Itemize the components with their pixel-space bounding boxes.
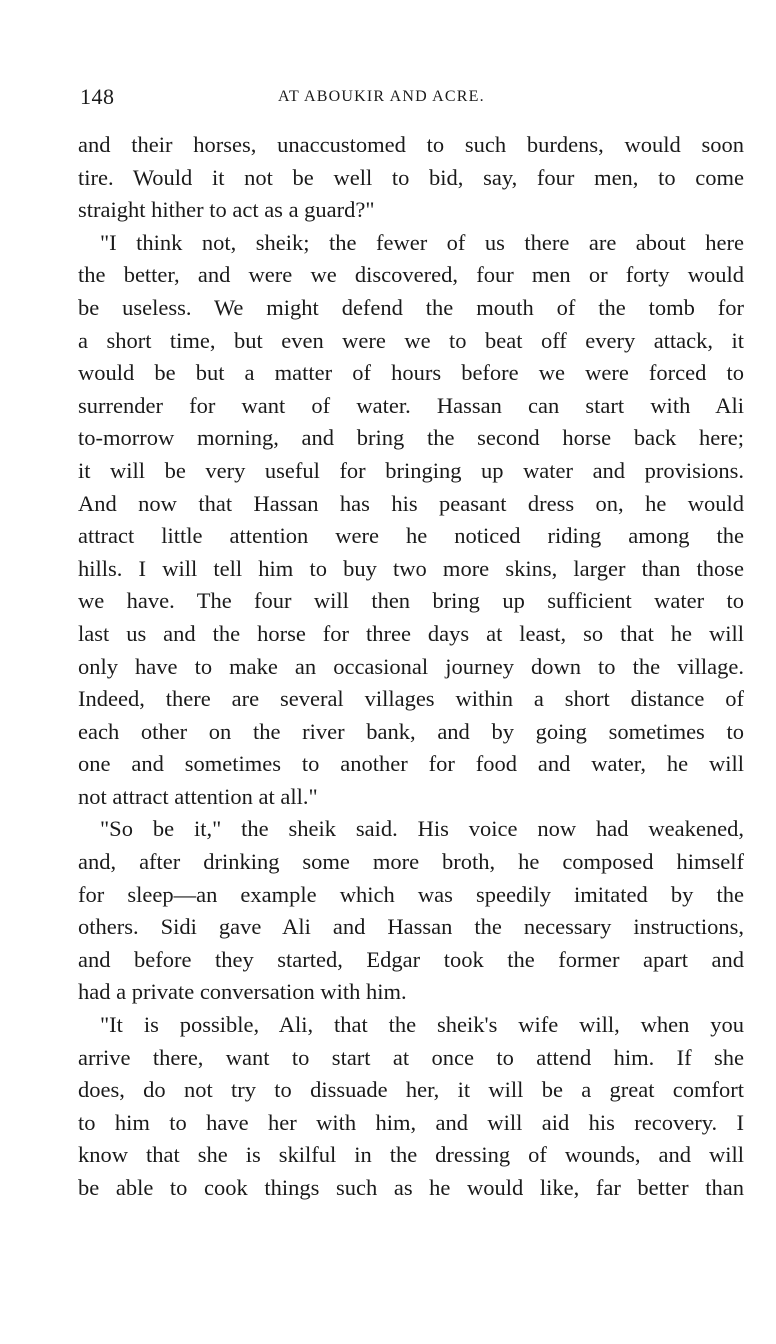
running-title: AT ABOUKIR AND ACRE. [278, 88, 485, 105]
text-line: tire. Would it not be well to bid, say, four men, to come [78, 164, 744, 190]
text-line: a short time, but even were we to beat off every attack, it [78, 327, 744, 353]
text-line: for sleep—an example which was speedily imitated by the [78, 881, 744, 907]
text-line: not attract attention at all." [78, 783, 318, 809]
text-line: to him to have her with him, and will aid his recovery. I [78, 1109, 744, 1135]
text-line: one and sometimes to another for food and water, he will [78, 751, 744, 777]
text-line: hills. I will tell him to buy two more skins, larger than those [78, 555, 744, 581]
text-line: surrender for want of water. Hassan can start with Ali [78, 392, 744, 418]
text-line: be useless. We might defend the mouth of the tomb for [78, 294, 744, 320]
text-line: "It is possible, Ali, that the sheik's wife will, when you [100, 1012, 744, 1038]
text-line: the better, and were we discovered, four men or forty would [78, 262, 744, 288]
text-line: would be but a matter of hours before we were forced to [78, 360, 744, 386]
text-line: we have. The four will then bring up sufficient water to [78, 588, 744, 614]
text-line: "So be it," the sheik said. His voice now had weakened, [100, 816, 744, 842]
text-line: arrive there, want to start at once to attend him. If she [78, 1044, 744, 1070]
text-line: straight hither to act as a guard?" [78, 197, 375, 223]
text-line: and, after drinking some more broth, he composed himself [78, 849, 744, 875]
text-line: and their horses, unaccustomed to such burdens, would soon [78, 132, 744, 157]
page-number: 148 [80, 84, 115, 109]
text-line: others. Sidi gave Ali and Hassan the necessary instructions, [78, 914, 744, 940]
text-line: attract little attention were he noticed riding among the [78, 523, 744, 549]
text-line: to-morrow morning, and bring the second horse back here; [78, 425, 744, 451]
text-line: it will be very useful for bringing up water and provisions. [78, 457, 744, 483]
text-line: Indeed, there are several villages within a short distance of [78, 686, 744, 712]
body-text [78, 129, 744, 1205]
text-line: only have to make an occasional journey down to the village. [78, 653, 744, 679]
text-line: had a private conversation with him. [78, 979, 407, 1005]
running-head [78, 84, 744, 114]
text-line: does, do not try to dissuade her, it will be a great comfort [78, 1077, 744, 1103]
text-line: last us and the horse for three days at least, so that he will [78, 620, 744, 646]
text-line: know that she is skilful in the dressing of wounds, and will [78, 1142, 744, 1168]
text-line: And now that Hassan has his peasant dress on, he would [78, 490, 744, 516]
text-line: and before they started, Edgar took the former apart and [78, 946, 744, 972]
text-line: be able to cook things such as he would like, far better than [78, 1175, 744, 1200]
text-line: "I think not, sheik; the fewer of us there are about here [100, 229, 744, 255]
text-line: each other on the river bank, and by going sometimes to [78, 718, 744, 744]
